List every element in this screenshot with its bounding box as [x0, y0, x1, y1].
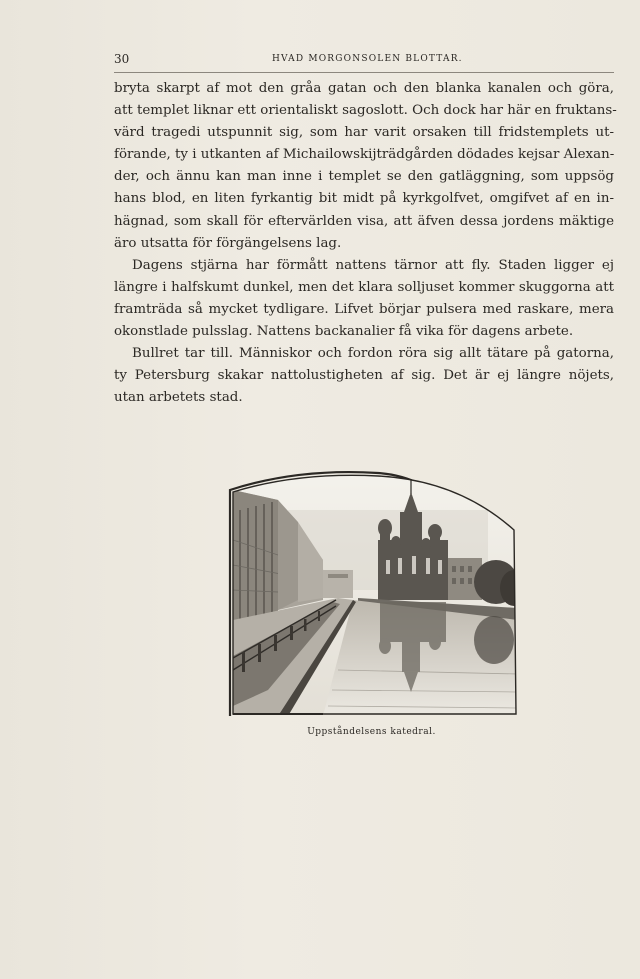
text-line: hans blod, en liten fyrkantig bit midt på kyrkgolfvet, omgifvet af en in-	[114, 191, 614, 207]
text-line: förande, ty i utkanten af Michailowskijträdgården dödades kejsar Alexan-	[114, 147, 615, 163]
text-line: äro utsatta för förgängelsens lag.	[114, 235, 342, 251]
cathedral-illustration	[228, 470, 520, 716]
text-line: längre i halfskumt dunkel, men det klara solljuset kommer skuggorna att	[114, 279, 614, 295]
paragraph	[114, 78, 617, 255]
text-line: hägnad, som skall för eftervärlden visa, att äfven dessa jordens mäktige	[114, 213, 614, 229]
page-header	[114, 50, 614, 73]
text-line: Bullret tar till. Människor och fordon röra sig allt tätare på gatorna,	[132, 346, 614, 362]
text-line: framträda så mycket tydligare. Lifvet börjar pulsera med raskare, mera	[114, 301, 614, 317]
text-line: Dagens stjärna har förmått nattens tärnor att fly. Staden ligger ej	[132, 257, 614, 273]
paragraph	[114, 343, 614, 409]
text-line: ty Petersburg skakar nattolustigheten af sig. Det är ej längre nöjets,	[114, 368, 614, 384]
paragraph	[114, 255, 614, 343]
text-line: värd tragedi utspunnit sig, som har varit orsaken till fridstemplets ut-	[114, 125, 614, 141]
running-title: HVAD MORGONSOLEN BLOTTAR.	[272, 54, 463, 64]
text-line: utan arbetets stad.	[114, 390, 243, 406]
figure-caption: Uppståndelsens katedral.	[307, 727, 436, 737]
text-line: okonstlade pulsslag. Nattens backanalier få vika för dagens arbete.	[114, 324, 574, 340]
text-line: der, och ännu kan man inne i templet se den gatläggning, som uppsög	[114, 169, 614, 185]
text-line: bryta skarpt af mot den gråa gatan och den blanka kanalen och göra,	[114, 81, 614, 96]
page-number: 30	[114, 52, 130, 66]
illustration-plate	[228, 470, 520, 716]
text-line: att templet liknar ett orientaliskt sagoslott. Och dock har här en fruktans-	[114, 103, 617, 119]
body-text	[114, 78, 617, 409]
